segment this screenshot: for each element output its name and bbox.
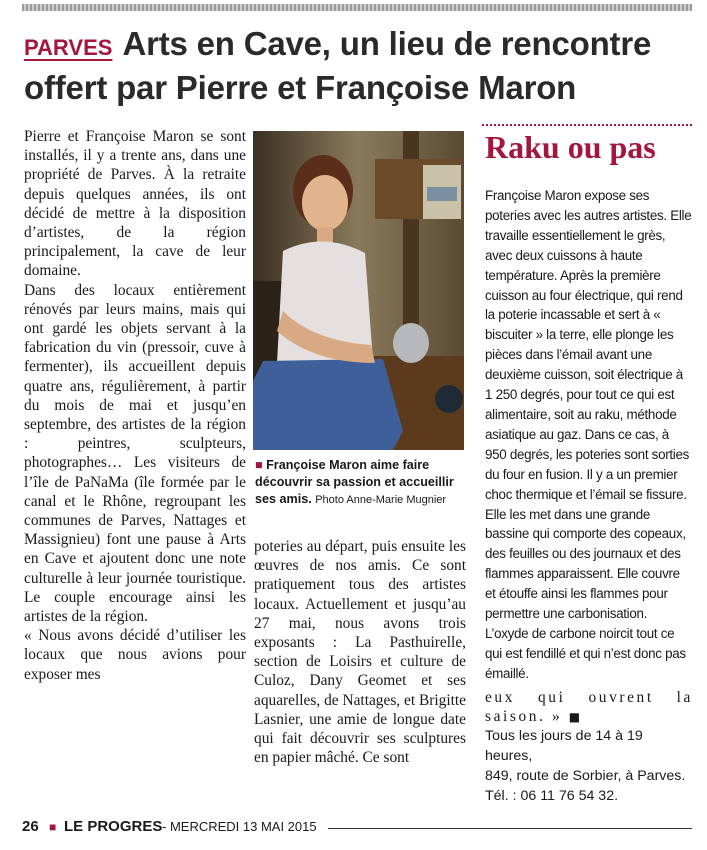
article-paragraph-2: Dans des locaux entièrement rénovés par leurs mains, mais qui ont gardé les objets servant à la fabrication du vin (pressoir, cuve à fermenter), ils accueillent depuis quatre ans, régulièrement, à partir du mois de mai et jusqu’en septembre, des artistes de la région : peintres, sculpteurs, photographes… Les visiteurs de l’île de PaNaMa (île formée par le canal et le Rhône, regroupant les communes de Parves, Nattages et Massignieu) font une pause à Arts en Cave et ajoutent donc une note culturelle à leur journée touristique. Le couple encourage ainsi les artistes de la région. (24, 281, 246, 626)
footer-rule (328, 828, 692, 829)
top-rule (22, 4, 692, 11)
article-column-3 (485, 688, 693, 806)
publication-name: LE PROGRES (64, 818, 163, 835)
sidebar-rule (482, 124, 692, 126)
schedule-info (485, 727, 693, 806)
schedule-hours: Tous les jours de 14 à 19 heures, (485, 728, 643, 765)
photo-credit: Photo Anne-Marie Mugnier (315, 494, 447, 506)
caption-text: Françoise Maron aime faire découvrir sa passion et accueillir ses amis. (255, 458, 454, 506)
sidebar-body: Françoise Maron expose ses poteries avec les autres artistes. Elle travaille essentiellement le grès, avec deux cuissons à haute température. Après la première cuisson au four électrique, qui rend la poterie incassable et sert à « biscuiter » la terre, elle plonge les pièces dans l’émail avant une deuxième cuisson, soit électrique à 1 250 degrés, pour tout ce qui est alimentaire, soit au raku, méthode asiatique au gaz. Dans ce cas, à 950 degrés, les poteries sont sorties du four en fusion. Il y a un premier choc thermique et l’émail se fissure. Elle les met dans une grande bassine qui comporte des copeaux, des feuilles ou des journaux et des flammes apparaissent. Elle couvre et étouffe ainsi les flammes pour permettre une carbonisation. L’oxyde de carbone noircit tout ce qui est fendillé et qui n’est donc pas émaillé. (485, 188, 692, 681)
portrait-illustration (253, 131, 464, 450)
article-column-2 (254, 537, 466, 767)
issue-date: - MERCREDI 13 MAI 2015 (162, 819, 317, 834)
footer-bullet: ■ (49, 820, 57, 834)
section-kicker: PARVES (24, 35, 113, 60)
photo-caption (255, 457, 465, 509)
article-paragraph-3c (485, 688, 693, 727)
schedule-phone: Tél. : 06 11 76 54 32. (485, 787, 619, 804)
article-paragraph-3c-text: eux qui ouvrent la saison. » (485, 689, 693, 726)
article-column-1 (24, 127, 246, 684)
article-paragraph-3a: « Nous avons décidé d’utiliser les locaux que nous avions pour exposer mes (24, 627, 246, 683)
article-photo (253, 131, 464, 450)
article-paragraph-3b: poteries au départ, puis ensuite les œuvres de nos amis. Ce sont pratiquement tous des artistes locaux. Actuellement et jusqu’au 27 mai, nous avons trois exposants : La Pasthuirelle, section de Loisirs et culture de Culoz, Dany Geomet et ses aquarelles, de Nattages, et Brigitte Lasnier, une amie de longue date qui fait découvrir ses sculptures en papier mâché. Ce sont (254, 538, 466, 767)
end-mark: ■ (568, 710, 583, 725)
page-footer (22, 818, 692, 840)
article-title: Arts en Cave, un lieu de rencontre offert par Pierre et Françoise Maron (24, 25, 652, 106)
article-headline (24, 24, 694, 108)
schedule-address: 849, route de Sorbier, à Parves. (485, 767, 686, 784)
page-number: 26 (22, 818, 39, 835)
sidebar-title: Raku ou pas (485, 129, 656, 165)
caption-bullet: ■ (255, 458, 263, 472)
article-paragraph-1: Pierre et Françoise Maron se sont installés, il y a trente ans, dans une propriété de Parves. À la retraite depuis quelques années, ils ont décidé de mettre à la disposition d’artistes, de la région principalement, la cave de leur domaine. (24, 128, 246, 280)
